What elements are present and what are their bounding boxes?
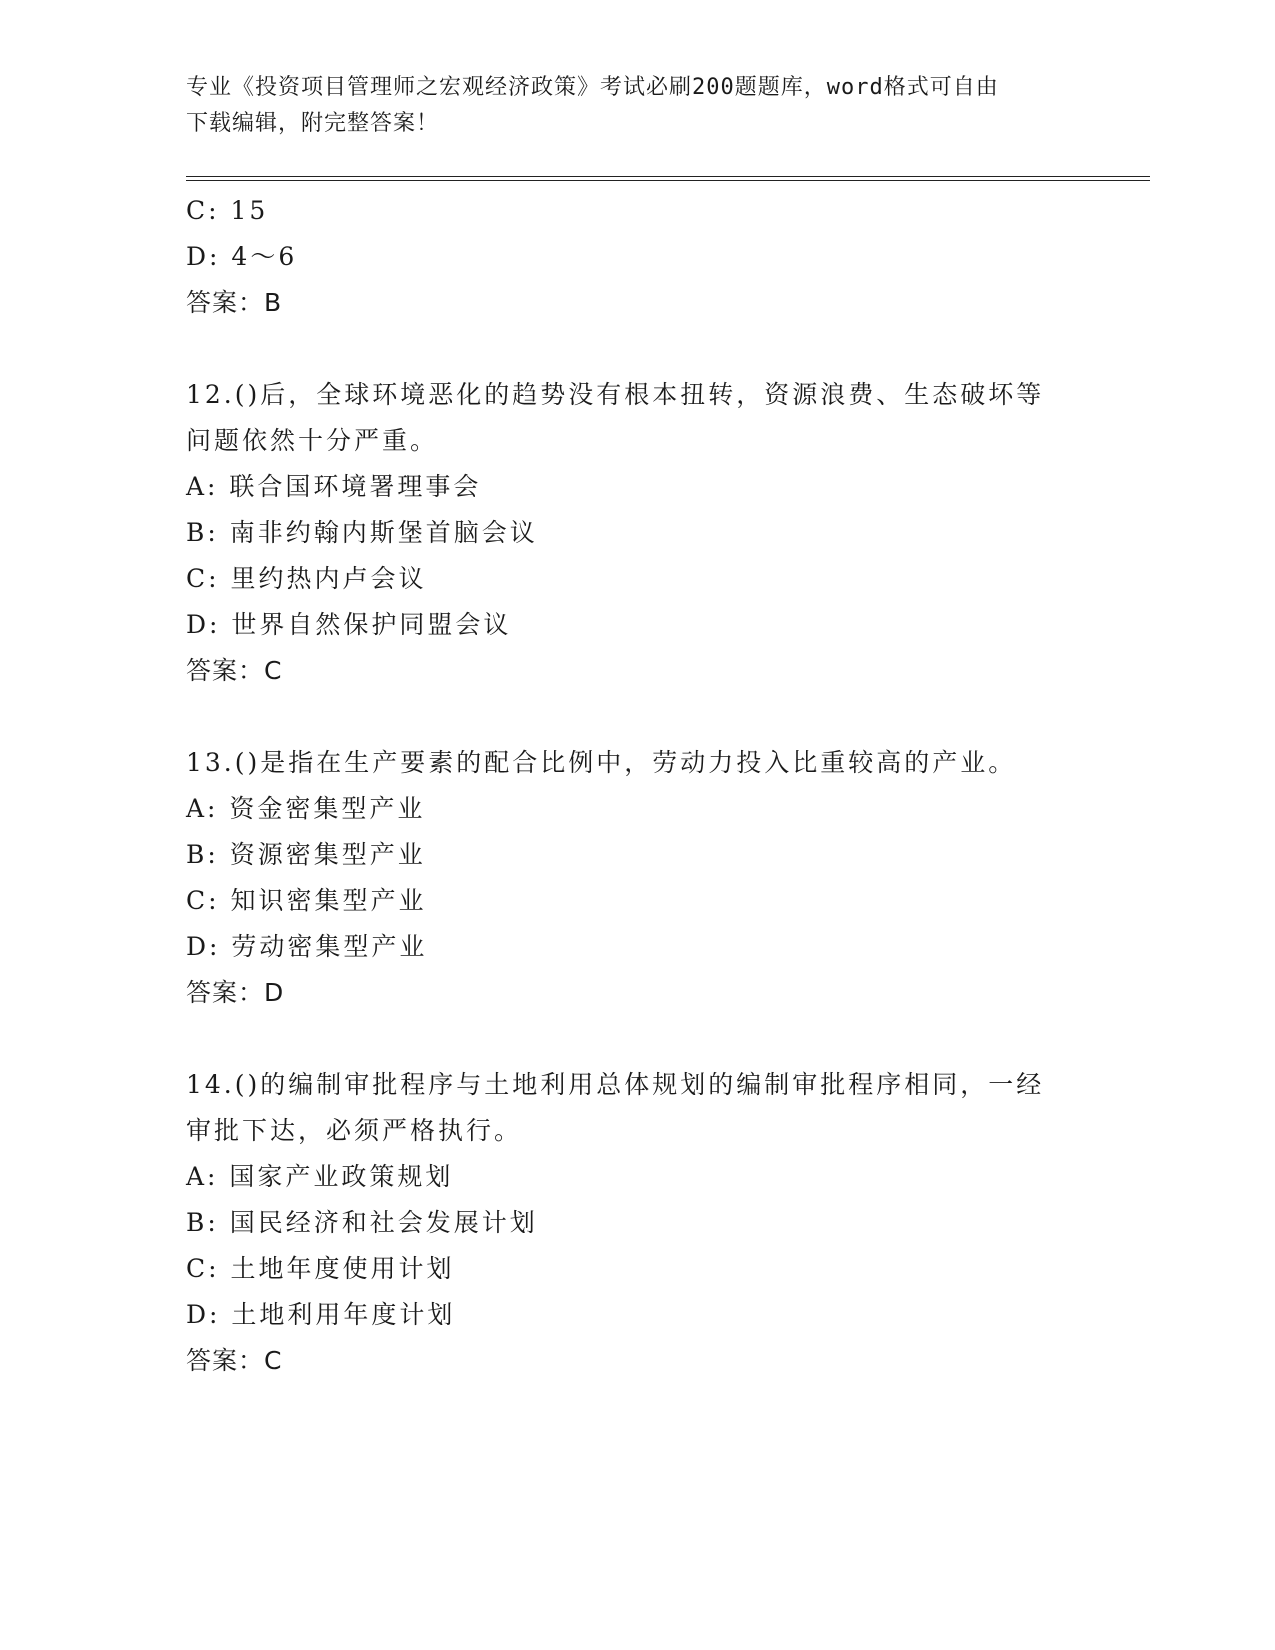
option-a: A: 联合国环境署理事会 <box>186 472 482 501</box>
question-11-tail <box>186 188 1066 326</box>
option-c: C: 土地年度使用计划 <box>186 1254 455 1283</box>
option-b: B: 南非约翰内斯堡首脑会议 <box>186 518 538 547</box>
header-divider <box>186 176 1150 181</box>
question-13 <box>186 740 1066 1016</box>
option-c: C: 15 <box>186 196 269 225</box>
spacer <box>186 694 1066 740</box>
answer-label: 答案：C <box>186 1346 283 1375</box>
spacer <box>186 326 1066 372</box>
question-list <box>186 188 1066 1384</box>
option-d: D: 4～6 <box>186 242 298 271</box>
question-stem: 12.()后，全球环境恶化的趋势没有根本扭转，资源浪费、生态破坏等 <box>186 380 1045 409</box>
header-line-1: 专业《投资项目管理师之宏观经济政策》考试必刷200题题库，word格式可自由 <box>186 75 999 100</box>
question-stem: 13.()是指在生产要素的配合比例中，劳动力投入比重较高的产业。 <box>186 748 1017 777</box>
answer-label: 答案：B <box>186 288 283 317</box>
option-a: A: 资金密集型产业 <box>186 794 426 823</box>
header-line-2: 下载编辑，附完整答案！ <box>186 111 440 136</box>
option-b: B: 资源密集型产业 <box>186 840 426 869</box>
answer-label: 答案：C <box>186 656 283 685</box>
document-header <box>186 70 1066 142</box>
question-14 <box>186 1062 1066 1384</box>
question-stem-continued: 审批下达，必须严格执行。 <box>186 1116 523 1145</box>
option-a: A: 国家产业政策规划 <box>186 1162 454 1191</box>
option-d: D: 劳动密集型产业 <box>186 932 428 961</box>
question-12 <box>186 372 1066 694</box>
question-stem: 14.()的编制审批程序与土地利用总体规划的编制审批程序相同，一经 <box>186 1070 1045 1099</box>
option-d: D: 世界自然保护同盟会议 <box>186 610 512 639</box>
answer-label: 答案：D <box>186 978 285 1007</box>
option-c: C: 知识密集型产业 <box>186 886 427 915</box>
spacer <box>186 1016 1066 1062</box>
option-d: D: 土地利用年度计划 <box>186 1300 456 1329</box>
option-c: C: 里约热内卢会议 <box>186 564 427 593</box>
question-stem-continued: 问题依然十分严重。 <box>186 426 439 455</box>
option-b: B: 国民经济和社会发展计划 <box>186 1208 538 1237</box>
